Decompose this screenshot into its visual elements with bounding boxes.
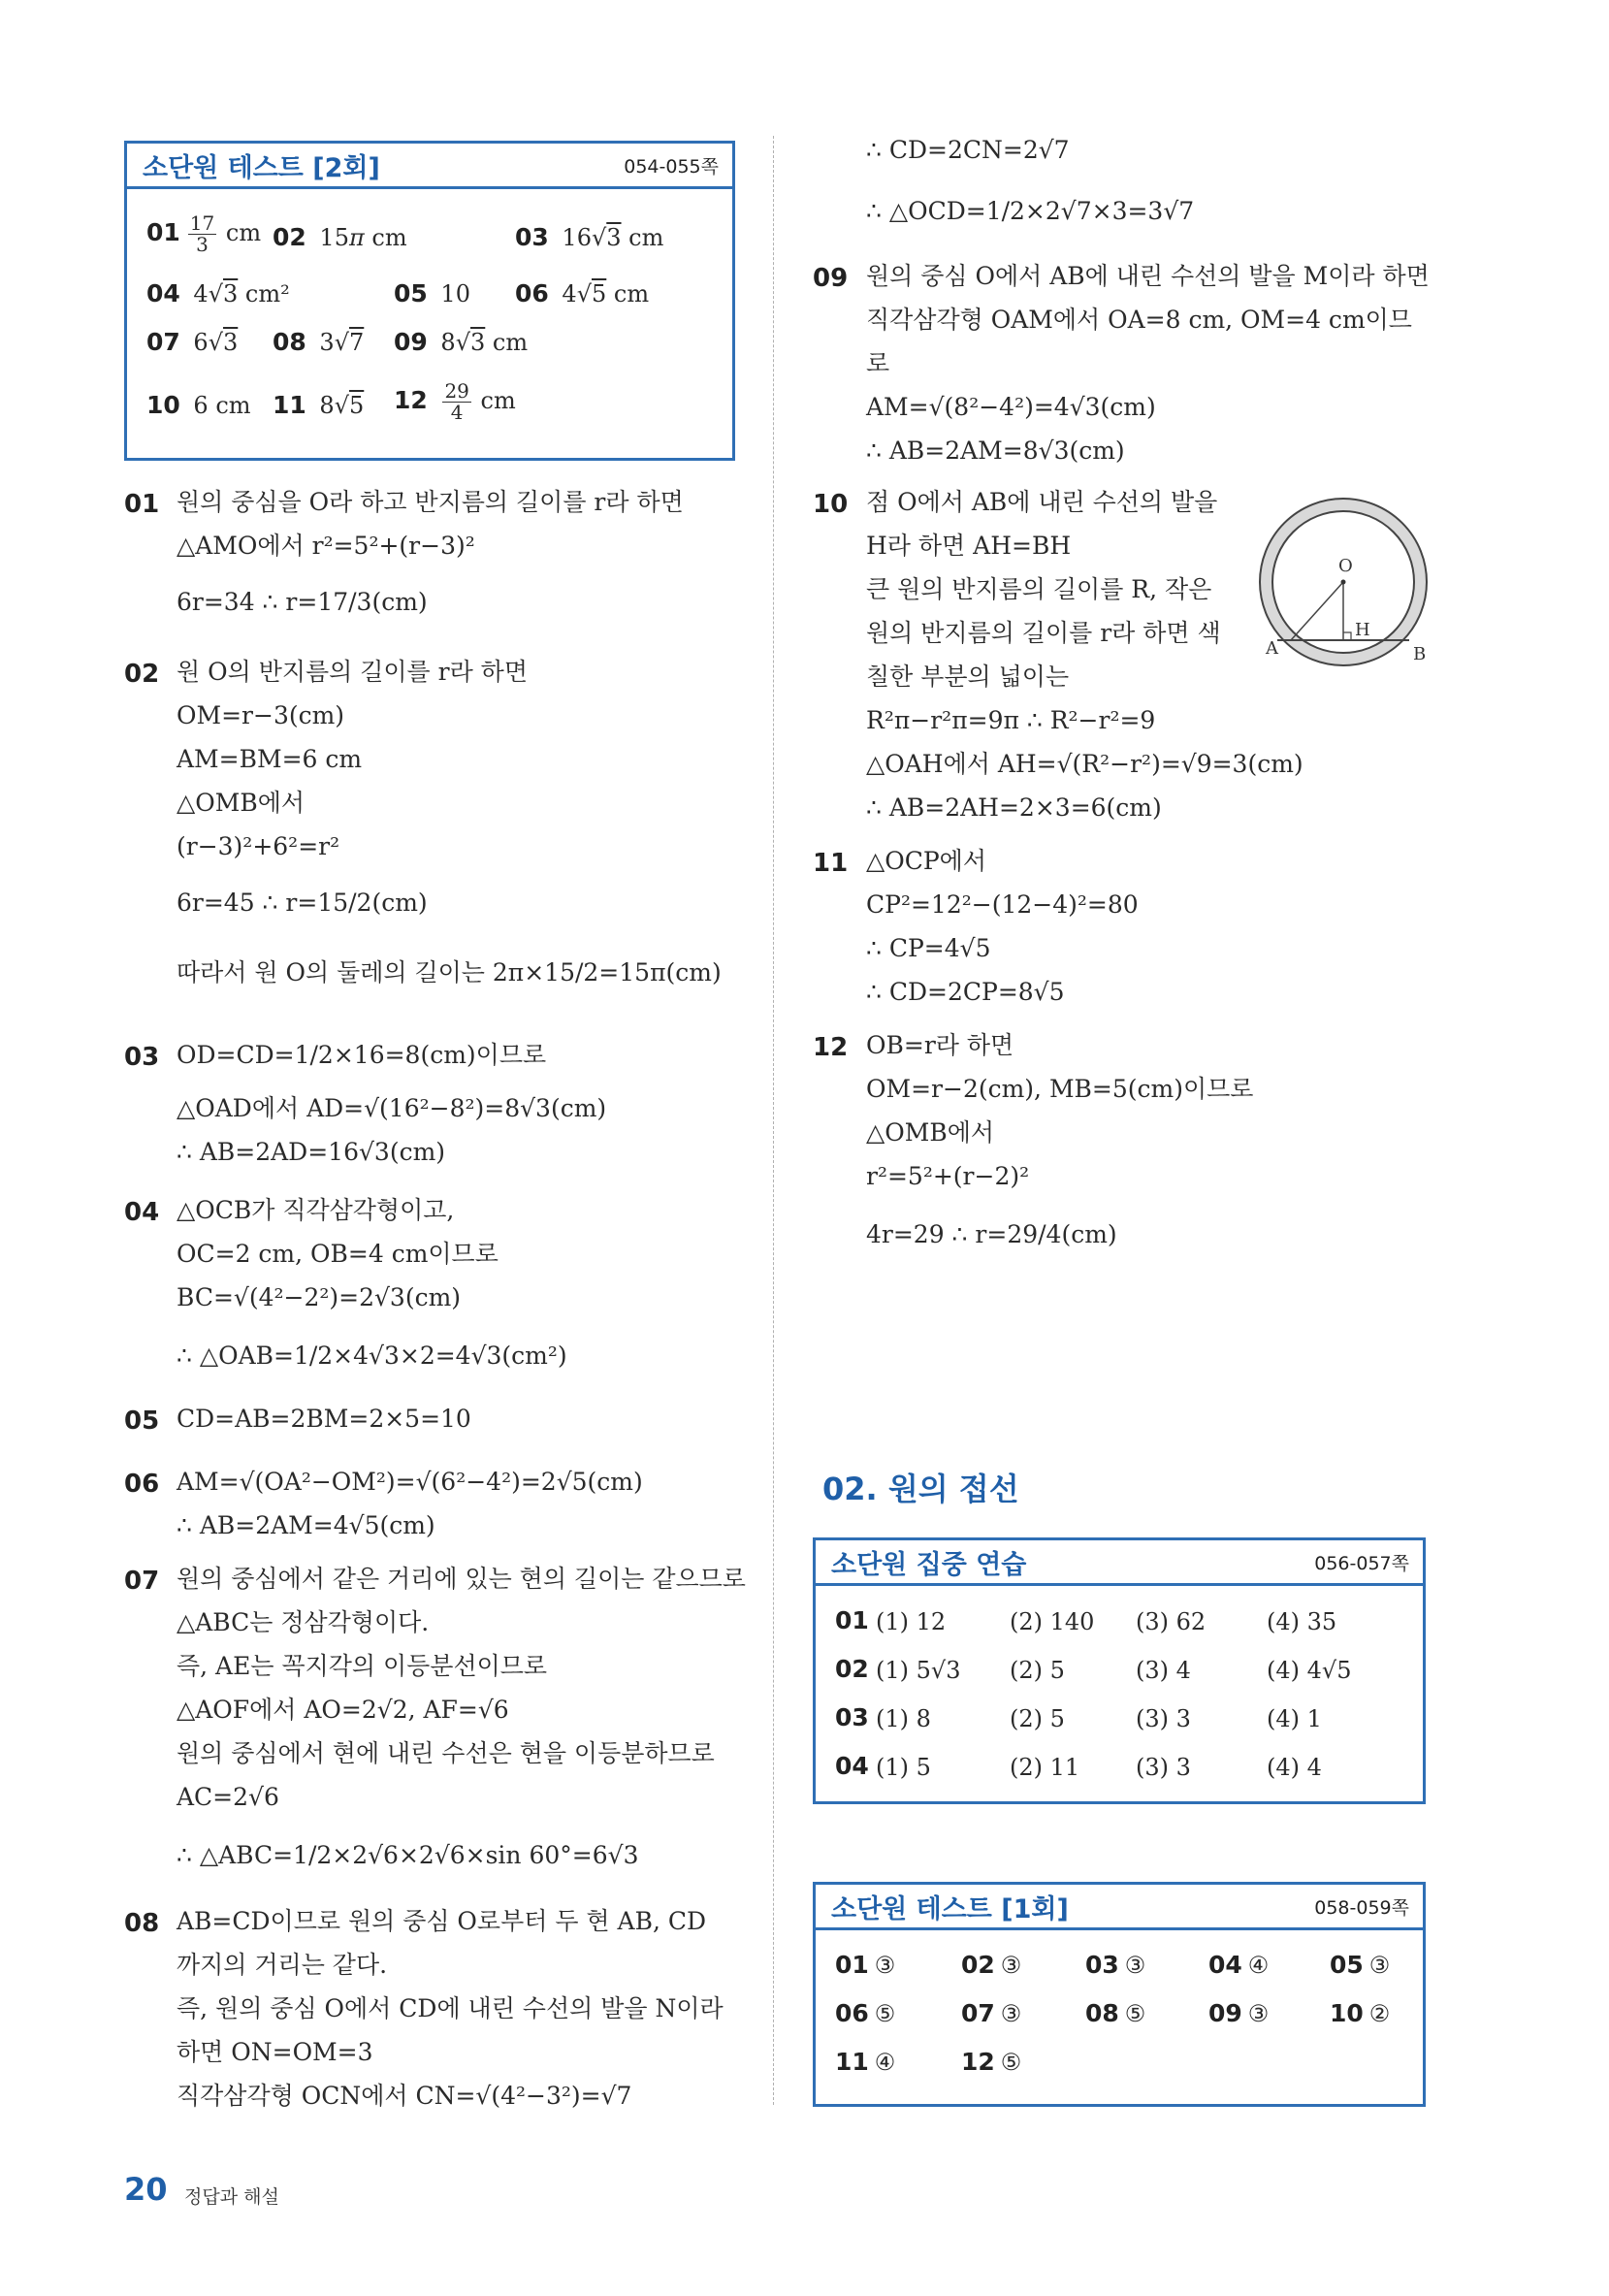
column-divider — [773, 136, 774, 2105]
solution-09-line: 원의 중심 O에서 AB에 내린 수선의 발을 M이라 하면 — [866, 262, 1430, 290]
solution-07-line: △ABC는 정삼각형이다. — [177, 1608, 430, 1636]
practice-answer: (4) 35 — [1267, 1608, 1337, 1635]
solution-10-line: H라 하면 AH=BH — [866, 532, 1072, 560]
practice-answer: (2) 140 — [1010, 1608, 1095, 1635]
practice-box-pages: 056-057쪽 — [1314, 1552, 1409, 1574]
test-1-answer: 12 ⑤ — [961, 2048, 1022, 2076]
solution-10-line: 점 O에서 AB에 내린 수선의 발을 — [866, 488, 1218, 516]
test-box-1-pages: 058-059쪽 — [1314, 1896, 1409, 1919]
solution-number-12: 12 — [813, 1033, 849, 1062]
solution-10-line: R²π−r²π=9π ∴ R²−r²=9 — [866, 706, 1156, 734]
practice-box-title: 소단원 집중 연습 — [831, 1549, 1027, 1580]
practice-answer: (3) 4 — [1136, 1657, 1191, 1684]
solution-08-line: 까지의 거리는 같다. — [177, 1951, 388, 1979]
solution-number-05: 05 — [124, 1407, 160, 1436]
test-box-2-pages: 054-055쪽 — [624, 155, 719, 178]
practice-answer: (4) 1 — [1267, 1705, 1322, 1732]
solution-number-04: 04 — [124, 1198, 160, 1227]
answer-02: 02 15π cm — [273, 223, 407, 251]
solution-11-line: CP²=12²−(12−4)²=80 — [866, 890, 1139, 919]
test-1-answer: 01 ③ — [835, 1951, 896, 1979]
solution-02-line: OM=r−3(cm) — [177, 701, 345, 729]
solution-12-line: OB=r라 하면 — [866, 1031, 1014, 1059]
solution-02-line: AM=BM=6 cm — [177, 745, 363, 773]
section-title: 02. 원의 접선 — [822, 1471, 1019, 1507]
solution-03-line: △OAD에서 AD=√(16²−8²)=8√3(cm) — [177, 1094, 607, 1122]
solution-10-line: 원의 반지름의 길이를 r라 하면 색 — [866, 619, 1221, 647]
answer-06: 06 4√5 cm — [515, 279, 650, 307]
solution-04-line: △OCB가 직각삼각형이고, — [177, 1196, 455, 1224]
solution-10-line: 큰 원의 반지름의 길이를 R, 작은 — [866, 575, 1212, 603]
solution-11-line: ∴ CD=2CP=8√5 — [866, 978, 1065, 1006]
solution-11-line: △OCP에서 — [866, 847, 986, 875]
test-box-2 — [124, 141, 735, 461]
practice-answer: (4) 4 — [1267, 1754, 1322, 1781]
solution-08-line: 직각삼각형 OCN에서 CN=√(4²−3²)=√7 — [177, 2082, 632, 2110]
solution-07-line: 원의 중심에서 현에 내린 수선은 현을 이등분하므로 — [177, 1739, 715, 1767]
test-1-answer: 05 ③ — [1330, 1951, 1391, 1979]
solution-number-03: 03 — [124, 1043, 160, 1072]
practice-answer: (3) 3 — [1136, 1754, 1191, 1781]
solution-12-line: OM=r−2(cm), MB=5(cm)이므로 — [866, 1075, 1254, 1103]
practice-answer: (4) 4√5 — [1267, 1657, 1352, 1684]
test-1-answer: 03 ③ — [1085, 1951, 1146, 1979]
answer-10: 10 6 cm — [146, 391, 251, 419]
answer-03: 03 16√3 cm — [515, 223, 664, 251]
solution-08-cont-line: ∴ △OCD=1/2×2√7×3=3√7 — [866, 197, 1195, 225]
solution-04-line: ∴ △OAB=1/2×4√3×2=4√3(cm²) — [177, 1342, 567, 1370]
test-1-answer: 04 ④ — [1208, 1951, 1270, 1979]
answer-01: 01 $\frac{17}{3}$ cm — [146, 211, 262, 256]
solution-02-line: △OMB에서 — [177, 789, 305, 817]
test-box-1-title: 소단원 테스트 [1회] — [831, 1893, 1069, 1924]
solution-06-line: AM=√(OA²−OM²)=√(6²−4²)=2√5(cm) — [177, 1468, 643, 1496]
answer-08: 08 3√7 — [273, 328, 365, 356]
answer-09: 09 8√3 cm — [394, 328, 529, 356]
practice-answer: (2) 11 — [1010, 1754, 1080, 1781]
solution-02-line: (r−3)²+6²=r² — [177, 832, 340, 860]
practice-row-number: 03 — [835, 1703, 869, 1731]
figure-label-o: O — [1338, 556, 1353, 576]
test-1-answer: 11 ④ — [835, 2048, 896, 2076]
solution-number-08: 08 — [124, 1909, 160, 1938]
test-1-answer: 02 ③ — [961, 1951, 1022, 1979]
answer-04: 04 4√3 cm² — [146, 279, 290, 307]
solution-07-line: 즉, AE는 꼭지각의 이등분선이므로 — [177, 1652, 548, 1680]
test-box-2-header — [127, 144, 732, 189]
solution-12-line: △OMB에서 — [866, 1118, 994, 1147]
solution-number-07: 07 — [124, 1567, 160, 1596]
practice-answer: (3) 62 — [1136, 1608, 1207, 1635]
solution-07-line: 원의 중심에서 같은 거리에 있는 현의 길이는 같으므로 — [177, 1565, 746, 1593]
solution-number-11: 11 — [813, 849, 849, 878]
answer-05: 05 10 — [394, 279, 470, 307]
solution-number-10: 10 — [813, 490, 849, 519]
solution-01-line: △AMO에서 r²=5²+(r−3)² — [177, 532, 475, 560]
solution-08-line: 즉, 원의 중심 O에서 CD에 내린 수선의 발을 N이라 — [177, 1994, 724, 2022]
solution-number-01: 01 — [124, 490, 160, 519]
practice-box — [813, 1537, 1426, 1804]
practice-answer: (1) 5√3 — [876, 1657, 961, 1684]
solution-03-line: OD=CD=1/2×16=8(cm)이므로 — [177, 1041, 547, 1069]
solution-12-line: r²=5²+(r−2)² — [866, 1162, 1030, 1190]
figure-label-b: B — [1413, 644, 1427, 664]
solution-05-line: CD=AB=2BM=2×5=10 — [177, 1405, 471, 1433]
practice-row-number: 02 — [835, 1655, 869, 1683]
solution-06-line: ∴ AB=2AM=4√5(cm) — [177, 1511, 435, 1539]
solution-08-line: AB=CD이므로 원의 중심 O로부터 두 현 AB, CD — [177, 1907, 707, 1935]
answer-12: 12 $\frac{29}{4}$ cm — [394, 379, 516, 424]
practice-answer: (2) 5 — [1010, 1657, 1065, 1684]
page-number: 20 — [124, 2171, 168, 2208]
solution-03-line: ∴ AB=2AD=16√3(cm) — [177, 1138, 446, 1166]
solution-07-line: △AOF에서 AO=2√2, AF=√6 — [177, 1696, 509, 1724]
footer-label: 정답과 해설 — [184, 2186, 279, 2208]
practice-answer: (3) 3 — [1136, 1705, 1191, 1732]
solution-11-line: ∴ CP=4√5 — [866, 934, 991, 962]
solution-number-09: 09 — [813, 264, 849, 293]
test-1-answer: 07 ③ — [961, 1999, 1022, 2027]
solution-02-line: 원 O의 반지름의 길이를 r라 하면 — [177, 658, 528, 686]
solution-07-line: AC=2√6 — [177, 1783, 279, 1811]
practice-box-header — [816, 1540, 1423, 1586]
solution-08-cont-line: ∴ CD=2CN=2√7 — [866, 136, 1070, 164]
figure-label-h: H — [1355, 620, 1370, 640]
test-box-1 — [813, 1882, 1426, 2107]
test-1-answer: 06 ⑤ — [835, 1999, 896, 2027]
solution-10-line: △OAH에서 AH=√(R²−r²)=√9=3(cm) — [866, 750, 1303, 778]
practice-answer: (1) 8 — [876, 1705, 931, 1732]
solution-02-line: 6r=45 ∴ r=15/2(cm) — [177, 889, 428, 917]
solution-01-line: 원의 중심을 O라 하고 반지름의 길이를 r라 하면 — [177, 488, 684, 516]
solution-04-line: BC=√(4²−2²)=2√3(cm) — [177, 1283, 462, 1311]
solution-09-line: ∴ AB=2AM=8√3(cm) — [866, 437, 1125, 465]
figure-label-a: A — [1266, 638, 1278, 659]
test-box-2-title: 소단원 테스트 [2회] — [143, 152, 380, 183]
solution-01-line: 6r=34 ∴ r=17/3(cm) — [177, 588, 428, 616]
solution-02-line: 따라서 원 O의 둘레의 길이는 2π×15/2=15π(cm) — [177, 958, 722, 986]
test-1-answer: 08 ⑤ — [1085, 1999, 1146, 2027]
practice-answer: (1) 12 — [876, 1608, 947, 1635]
solution-09-line: 로 — [866, 349, 890, 377]
solution-12-line: 4r=29 ∴ r=29/4(cm) — [866, 1220, 1117, 1248]
practice-answer: (2) 5 — [1010, 1705, 1065, 1732]
practice-answer: (1) 5 — [876, 1754, 931, 1781]
practice-row-number: 01 — [835, 1606, 869, 1634]
solution-10-line: ∴ AB=2AH=2×3=6(cm) — [866, 793, 1162, 822]
solution-number-02: 02 — [124, 660, 160, 689]
answer-07: 07 6√3 — [146, 328, 239, 356]
solution-10-line: 칠한 부분의 넓이는 — [866, 663, 1070, 691]
solution-09-line: AM=√(8²−4²)=4√3(cm) — [866, 393, 1156, 421]
solution-07-line: ∴ △ABC=1/2×2√6×2√6×sin 60°=6√3 — [177, 1841, 639, 1869]
annulus-figure — [1246, 485, 1440, 679]
test-1-answer: 10 ② — [1330, 1999, 1391, 2027]
solution-number-06: 06 — [124, 1470, 160, 1499]
solution-08-line: 하면 ON=OM=3 — [177, 2038, 373, 2066]
test-box-1-header — [816, 1885, 1423, 1930]
solution-09-line: 직각삼각형 OAM에서 OA=8 cm, OM=4 cm이므 — [866, 306, 1412, 334]
answer-11: 11 8√5 — [273, 391, 365, 419]
practice-row-number: 04 — [835, 1752, 869, 1780]
solution-04-line: OC=2 cm, OB=4 cm이므로 — [177, 1240, 499, 1268]
test-1-answer: 09 ③ — [1208, 1999, 1270, 2027]
